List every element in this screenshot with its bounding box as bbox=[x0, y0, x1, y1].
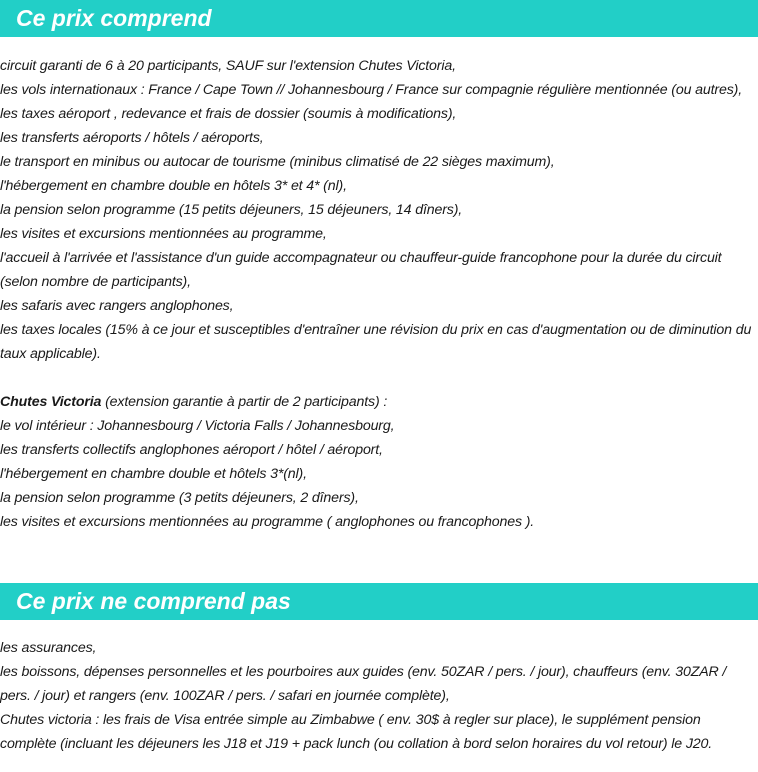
section-title-not-included: Ce prix ne comprend pas bbox=[16, 588, 291, 614]
list-item: les boissons, dépenses personnelles et les pourboires aux guides (env. 50ZAR / pers. / jour), chauffeurs (env. 30ZAR / pers. / jour) et rangers (env. 100ZAR / pers. / safari en journée complète), bbox=[0, 664, 727, 704]
extension-heading bbox=[0, 390, 756, 414]
list-item: le vol intérieur : Johannesbourg / Victoria Falls / Johannesbourg, bbox=[0, 418, 395, 434]
included-list bbox=[0, 54, 756, 366]
list-item: les visites et excursions mentionnées au programme, bbox=[0, 226, 327, 242]
list-item: les taxes aéroport , redevance et frais de dossier (soumis à modifications), bbox=[0, 106, 457, 122]
section-title-included: Ce prix comprend bbox=[16, 5, 212, 31]
list-item: la pension selon programme (3 petits déjeuners, 2 dîners), bbox=[0, 490, 359, 506]
list-item: les vols internationaux : France / Cape Town // Johannesbourg / France sur compagnie régulière mentionnée (ou autres), bbox=[0, 82, 743, 98]
list-item: les assurances, bbox=[0, 640, 97, 656]
list-item: l'hébergement en chambre double et hôtels 3*(nl), bbox=[0, 466, 307, 482]
extension-label: Chutes Victoria bbox=[0, 394, 102, 410]
list-item: l'hébergement en chambre double en hôtels 3* et 4* (nl), bbox=[0, 178, 347, 194]
list-item: les taxes locales (15% à ce jour et susceptibles d'entraîner une révision du prix en cas d'augmentation ou de diminution du taux applicable). bbox=[0, 322, 752, 362]
not-included-list bbox=[0, 636, 756, 756]
list-item: le transport en minibus ou autocar de tourisme (minibus climatisé de 22 sièges maximum), bbox=[0, 154, 555, 170]
section-header-not-included bbox=[0, 583, 758, 620]
list-item: les visites et excursions mentionnées au programme ( anglophones ou francophones ). bbox=[0, 514, 535, 530]
list-item: les transferts collectifs anglophones aéroport / hôtel / aéroport, bbox=[0, 442, 383, 458]
list-item: circuit garanti de 6 à 20 participants, SAUF sur l'extension Chutes Victoria, bbox=[0, 58, 456, 74]
extension-note: (extension garantie à partir de 2 participants) : bbox=[101, 394, 388, 410]
extension-list bbox=[0, 390, 756, 534]
list-item: les safaris avec rangers anglophones, bbox=[0, 298, 234, 314]
list-item: la pension selon programme (15 petits déjeuners, 15 déjeuners, 14 dîners), bbox=[0, 202, 463, 218]
list-item: l'accueil à l'arrivée et l'assistance d'un guide accompagnateur ou chauffeur-guide francophone pour la durée du circuit (selon nombre de participants), bbox=[0, 250, 722, 290]
section-header-included bbox=[0, 0, 758, 37]
list-item: Chutes victoria : les frais de Visa entrée simple au Zimbabwe ( env. 30$ à regler sur place), le supplément pension complète (incluant les déjeuners les J18 et J19 + pack lunch (ou collation à bord selon horaires du vol retour) le J20. bbox=[0, 712, 713, 752]
list-item: les transferts aéroports / hôtels / aéroports, bbox=[0, 130, 264, 146]
